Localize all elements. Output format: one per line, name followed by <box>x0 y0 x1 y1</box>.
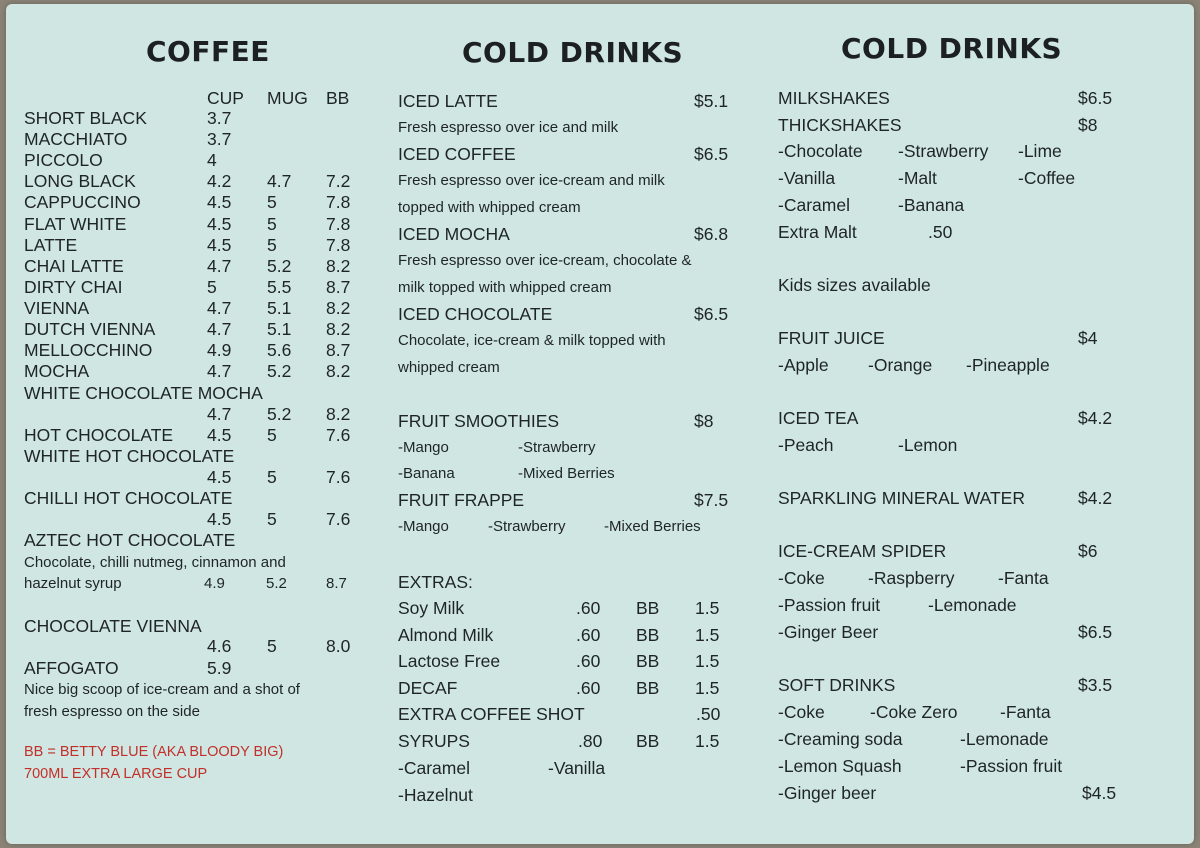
price-cup: 4.7 <box>207 319 232 339</box>
extra-malt <box>778 222 953 243</box>
price-cup: 3.7 <box>207 129 232 150</box>
item-price: $6.5 <box>694 304 729 324</box>
menu-item-white-hot-chocolate <box>24 446 234 467</box>
spider-options-row-1 <box>778 568 1049 589</box>
cold-drinks-title-2: COLD DRINKS <box>841 32 1063 65</box>
iced-mocha-description-1: Fresh espresso over ice-cream, chocolate & <box>398 252 692 269</box>
menu-item-affogato <box>24 658 232 679</box>
price-cup: 4.7 <box>207 297 232 318</box>
item-price: $5.1 <box>694 91 729 111</box>
bb-label: BB <box>636 598 660 618</box>
item-name: AZTEC HOT CHOCOLATE <box>24 530 236 550</box>
price-bb: 8.2 <box>326 255 351 276</box>
item-price: $6.5 <box>1078 88 1113 108</box>
menu-item-hot-chocolate <box>24 425 351 446</box>
soft-options-row-2 <box>778 729 1049 750</box>
price-bb: 8.2 <box>326 404 351 424</box>
option-coke-zero: -Coke Zero <box>870 702 958 722</box>
item-price: .60 <box>576 598 601 618</box>
item-name: CHILLI HOT CHOCOLATE <box>24 488 233 508</box>
spider-ginger-beer <box>778 622 1113 643</box>
menu-item-fruit-juice <box>778 328 1098 349</box>
price-mug: 5 <box>267 213 277 234</box>
bb-price: 1.5 <box>695 731 720 751</box>
item-name: ICED CHOCOLATE <box>398 304 553 324</box>
flavour-chocolate: -Chocolate <box>778 141 863 161</box>
menu-item-chocolate-vienna <box>24 616 202 637</box>
bb-label: BB <box>636 731 660 751</box>
menu-item-iced-mocha <box>398 224 729 245</box>
bb-label: BB <box>636 624 660 645</box>
item-price: .50 <box>928 222 953 242</box>
price-bb: 8.2 <box>326 297 351 318</box>
menu-item-thickshakes <box>778 115 1098 136</box>
item-price: $8 <box>1078 115 1098 135</box>
extras-title: EXTRAS: <box>398 572 473 592</box>
price-bb: 7.8 <box>326 234 351 255</box>
iced-chocolate-description-1: Chocolate, ice-cream & milk topped with <box>398 332 666 349</box>
price-cup: 4.5 <box>207 509 232 529</box>
price-bb: 8.7 <box>326 575 347 592</box>
item-name: SHORT BLACK <box>24 108 147 128</box>
item-name: WHITE HOT CHOCOLATE <box>24 446 235 466</box>
menu-item-iced-latte <box>398 91 729 112</box>
option-raspberry: -Raspberry <box>868 568 955 588</box>
item-name: CHOCOLATE VIENNA <box>24 616 202 636</box>
aztec-description-2 <box>24 575 347 592</box>
option-ginger-beer: -Ginger Beer <box>778 622 879 642</box>
extra-row <box>398 651 720 672</box>
price-cup: 4.9 <box>207 340 232 361</box>
price-mug: 5.2 <box>266 575 287 592</box>
price-cup: 4.7 <box>207 361 232 382</box>
menu-item-soft-drinks <box>778 675 1113 696</box>
kids-sizes-note: Kids sizes available <box>778 275 931 295</box>
price-cup: 4.7 <box>207 255 232 276</box>
menu-item-ice-cream-spider <box>778 541 1098 562</box>
price-cup: 4.5 <box>207 192 232 213</box>
price-mug: 5 <box>267 509 277 529</box>
extra-row <box>398 677 720 699</box>
item-name: LATTE <box>24 234 78 255</box>
affogato-description-2: fresh espresso on the side <box>24 703 200 720</box>
price-bb: 8.0 <box>326 636 351 656</box>
menu-item-aztec-hot-chocolate <box>24 530 235 551</box>
coffee-row <box>24 108 232 129</box>
item-name: CAPPUCCINO <box>24 192 141 213</box>
item-name: CHAI LATTE <box>24 255 124 276</box>
item-name: Lactose Free <box>398 651 501 672</box>
item-name: SOFT DRINKS <box>778 675 896 695</box>
item-price: .50 <box>696 704 721 724</box>
extra-coffee-shot <box>398 704 721 725</box>
item-price: $6.5 <box>1078 622 1113 642</box>
syrup-option-hazelnut: -Hazelnut <box>398 785 473 805</box>
price-cup: 4.5 <box>207 425 232 445</box>
flavour-strawberry: -Strawberry <box>898 141 989 161</box>
coffee-row <box>24 129 232 150</box>
item-name: ICED COFFEE <box>398 144 516 164</box>
price-bb: 7.8 <box>326 192 351 213</box>
item-price: $4.2 <box>1078 488 1113 508</box>
item-name: LONG BLACK <box>24 171 136 192</box>
extra-row <box>398 598 720 619</box>
item-price: $3.5 <box>1078 675 1113 695</box>
smoothie-options-row-2 <box>398 465 615 482</box>
price-mug: 5 <box>267 636 277 656</box>
price-mug: 5 <box>267 425 277 445</box>
iced-coffee-description-2: topped with whipped cream <box>398 199 581 216</box>
price-mug: 5.1 <box>267 319 292 339</box>
option-fanta: -Fanta <box>998 568 1049 588</box>
cold-drinks-column-2 <box>778 0 1128 848</box>
option-pineapple: -Pineapple <box>966 355 1050 375</box>
option-caramel: -Caramel <box>398 758 470 778</box>
item-name: EXTRA COFFEE SHOT <box>398 704 585 724</box>
item-name: SYRUPS <box>398 731 470 751</box>
price-mug: 5.6 <box>267 340 292 361</box>
soft-options-row-3 <box>778 756 1063 777</box>
price-mug: 5.5 <box>267 276 292 297</box>
frappe-options <box>398 518 701 535</box>
option-mango: -Mango <box>398 439 449 456</box>
option-lemonade: -Lemonade <box>960 729 1049 749</box>
coffee-row <box>24 150 217 171</box>
price-mug: 5 <box>267 467 277 487</box>
option-banana: -Banana <box>398 465 455 482</box>
item-name: FLAT WHITE <box>24 213 127 234</box>
option-vanilla: -Vanilla <box>548 758 606 778</box>
affogato-description-1: Nice big scoop of ice-cream and a shot of <box>24 681 300 698</box>
option-fanta: -Fanta <box>1000 702 1051 722</box>
price-bb: 7.6 <box>326 509 351 529</box>
price-cup: 4.7 <box>207 404 232 424</box>
syrup-options-row-1 <box>398 758 606 779</box>
item-name: MOCHA <box>24 361 90 382</box>
coffee-row <box>24 234 351 256</box>
price-mug: 5.2 <box>267 255 292 276</box>
flavour-caramel: -Caramel <box>778 195 850 215</box>
price-cup: 4.5 <box>207 467 232 487</box>
bb-label: BB <box>636 651 660 672</box>
option-passion-fruit: -Passion fruit <box>960 756 1063 776</box>
option-strawberry: -Strawberry <box>518 439 596 456</box>
cold-drinks-title-1: COLD DRINKS <box>462 36 684 69</box>
aztec-description-1: Chocolate, chilli nutmeg, cinnamon and <box>24 554 286 571</box>
menu-item-fruit-smoothies <box>398 411 714 432</box>
item-price: $6.5 <box>694 144 729 164</box>
price-cup: 4.5 <box>207 213 232 234</box>
iced-coffee-description-1: Fresh espresso over ice-cream and milk <box>398 172 665 189</box>
coffee-row <box>24 297 351 319</box>
extra-syrups <box>398 731 720 752</box>
item-name: WHITE CHOCOLATE MOCHA <box>24 383 263 403</box>
price-cup: 4.6 <box>207 636 232 656</box>
shake-flavours-row-3 <box>778 195 965 216</box>
flavour-malt: -Malt <box>898 168 937 188</box>
item-name: VIENNA <box>24 297 90 318</box>
price-mug: 5.1 <box>267 297 292 318</box>
flavour-lime: -Lime <box>1018 141 1062 161</box>
item-name: ICE-CREAM SPIDER <box>778 541 947 561</box>
smoothie-options-row-1 <box>398 439 596 456</box>
item-name: MACCHIATO <box>24 129 128 150</box>
price-bb: 8.7 <box>326 276 351 297</box>
item-name: ICED LATTE <box>398 91 498 111</box>
flavour-coffee: -Coffee <box>1018 168 1076 188</box>
item-name: FRUIT FRAPPE <box>398 490 525 510</box>
item-price: $6.8 <box>694 224 729 244</box>
price-cup: 4 <box>207 150 217 171</box>
cold-drinks-column-1 <box>398 0 748 848</box>
option-mixed-berries: -Mixed Berries <box>604 518 701 535</box>
price-bb: 7.8 <box>326 213 351 234</box>
item-name: Almond Milk <box>398 624 494 645</box>
price-cup: 4.5 <box>207 234 232 255</box>
coffee-column <box>24 0 372 848</box>
item-name: DECAF <box>398 677 458 698</box>
coffee-row <box>24 171 351 192</box>
item-price: .60 <box>576 624 601 645</box>
item-name: Soy Milk <box>398 598 465 618</box>
flavour-vanilla: -Vanilla <box>778 168 836 188</box>
header-mug: MUG <box>267 88 308 108</box>
item-name: ICED TEA <box>778 408 859 428</box>
bb-price: 1.5 <box>695 598 720 618</box>
item-name: Extra Malt <box>778 222 857 242</box>
item-name: THICKSHAKES <box>778 115 902 135</box>
option-ginger-beer: -Ginger beer <box>778 783 877 803</box>
price-bb: 7.6 <box>326 467 351 487</box>
tea-options <box>778 435 958 456</box>
item-price: .80 <box>578 731 603 751</box>
menu-item-milkshakes <box>778 88 1113 109</box>
coffee-row <box>24 340 351 361</box>
price-bb: 7.2 <box>326 171 351 192</box>
coffee-row <box>24 361 351 382</box>
option-mango: -Mango <box>398 518 449 535</box>
item-name: MILKSHAKES <box>778 88 890 108</box>
option-strawberry: -Strawberry <box>488 518 566 535</box>
item-price: $7.5 <box>694 490 729 510</box>
bb-note-2: 700ML EXTRA LARGE CUP <box>24 766 208 782</box>
price-cup: 5 <box>207 276 217 297</box>
price-bb: 8.2 <box>326 361 351 382</box>
price-mug: 4.7 <box>267 171 292 192</box>
item-name: PICCOLO <box>24 150 103 171</box>
coffee-row <box>24 192 351 213</box>
spider-options-row-2 <box>778 595 1017 616</box>
price-bb: 8.7 <box>326 340 351 361</box>
bb-note-1: BB = BETTY BLUE (AKA BLOODY BIG) <box>24 744 284 760</box>
price-cup: 5.9 <box>207 658 232 678</box>
price-mug: 5.2 <box>267 404 292 424</box>
price-mug: 5.2 <box>267 361 292 382</box>
flavour-banana: -Banana <box>898 195 965 215</box>
option-apple: -Apple <box>778 355 829 375</box>
price-cup: 3.7 <box>207 108 232 128</box>
option-orange: -Orange <box>868 355 933 375</box>
shake-flavours-row-2 <box>778 168 1076 189</box>
price-mug: 5 <box>267 234 277 255</box>
price-bb: 8.2 <box>326 319 351 339</box>
option-lemonade: -Lemonade <box>928 595 1017 615</box>
option-lemon-squash: -Lemon Squash <box>778 756 902 776</box>
iced-latte-description: Fresh espresso over ice and milk <box>398 119 619 136</box>
item-price: $6 <box>1078 541 1098 561</box>
item-name: MELLOCCHINO <box>24 340 153 361</box>
menu-item-sparkling-water <box>778 488 1113 509</box>
iced-mocha-description-2: milk topped with whipped cream <box>398 279 612 296</box>
item-price: $4.2 <box>1078 408 1113 428</box>
option-passion-fruit: -Passion fruit <box>778 595 881 615</box>
option-coke: -Coke <box>778 568 825 588</box>
option-peach: -Peach <box>778 435 834 455</box>
menu-item-chilli-hot-chocolate <box>24 488 232 509</box>
aztec-description-2-text: hazelnut syrup <box>24 575 122 592</box>
price-bb: 7.6 <box>326 425 351 445</box>
item-name: DUTCH VIENNA <box>24 319 156 339</box>
price-cup: 4.2 <box>207 171 232 192</box>
menu-item-white-chocolate-mocha <box>24 383 263 404</box>
bb-price: 1.5 <box>695 651 720 672</box>
option-lemon: -Lemon <box>898 435 958 455</box>
option-creaming-soda: -Creaming soda <box>778 729 903 749</box>
option-coke: -Coke <box>778 702 825 722</box>
extra-row <box>398 624 720 646</box>
item-name: AFFOGATO <box>24 658 119 678</box>
bb-price: 1.5 <box>695 624 720 645</box>
item-name: ICED MOCHA <box>398 224 510 244</box>
coffee-row <box>24 276 351 298</box>
item-name: FRUIT SMOOTHIES <box>398 411 560 431</box>
header-bb: BB <box>326 88 350 108</box>
coffee-row <box>24 319 351 340</box>
item-price: .60 <box>576 651 601 672</box>
item-price: $8 <box>694 411 714 431</box>
soft-options-row-1 <box>778 702 1051 723</box>
coffee-row <box>24 255 351 277</box>
item-name: SPARKLING MINERAL WATER <box>778 488 1025 508</box>
coffee-title: COFFEE <box>146 35 270 68</box>
price-mug: 5 <box>267 192 277 213</box>
item-price: .60 <box>576 677 601 698</box>
menu-item-iced-chocolate <box>398 304 729 325</box>
bb-label: BB <box>636 677 660 698</box>
price-cup: 4.9 <box>204 575 225 592</box>
menu-item-iced-tea <box>778 408 1113 429</box>
soft-ginger-beer <box>778 783 1117 804</box>
option-mixed-berries: -Mixed Berries <box>518 465 615 482</box>
header-cup: CUP <box>207 88 244 108</box>
item-price: $4 <box>1078 328 1098 348</box>
coffee-row <box>24 213 351 235</box>
item-name: DIRTY CHAI <box>24 276 123 297</box>
menu-item-fruit-frappe <box>398 490 729 511</box>
juice-options <box>778 355 1050 376</box>
item-name: FRUIT JUICE <box>778 328 885 348</box>
iced-chocolate-description-2: whipped cream <box>398 359 500 376</box>
menu-item-iced-coffee <box>398 144 729 165</box>
item-name: HOT CHOCOLATE <box>24 425 174 445</box>
bb-price: 1.5 <box>695 677 720 698</box>
item-price: $4.5 <box>1082 783 1117 803</box>
shake-flavours-row-1 <box>778 141 1062 162</box>
